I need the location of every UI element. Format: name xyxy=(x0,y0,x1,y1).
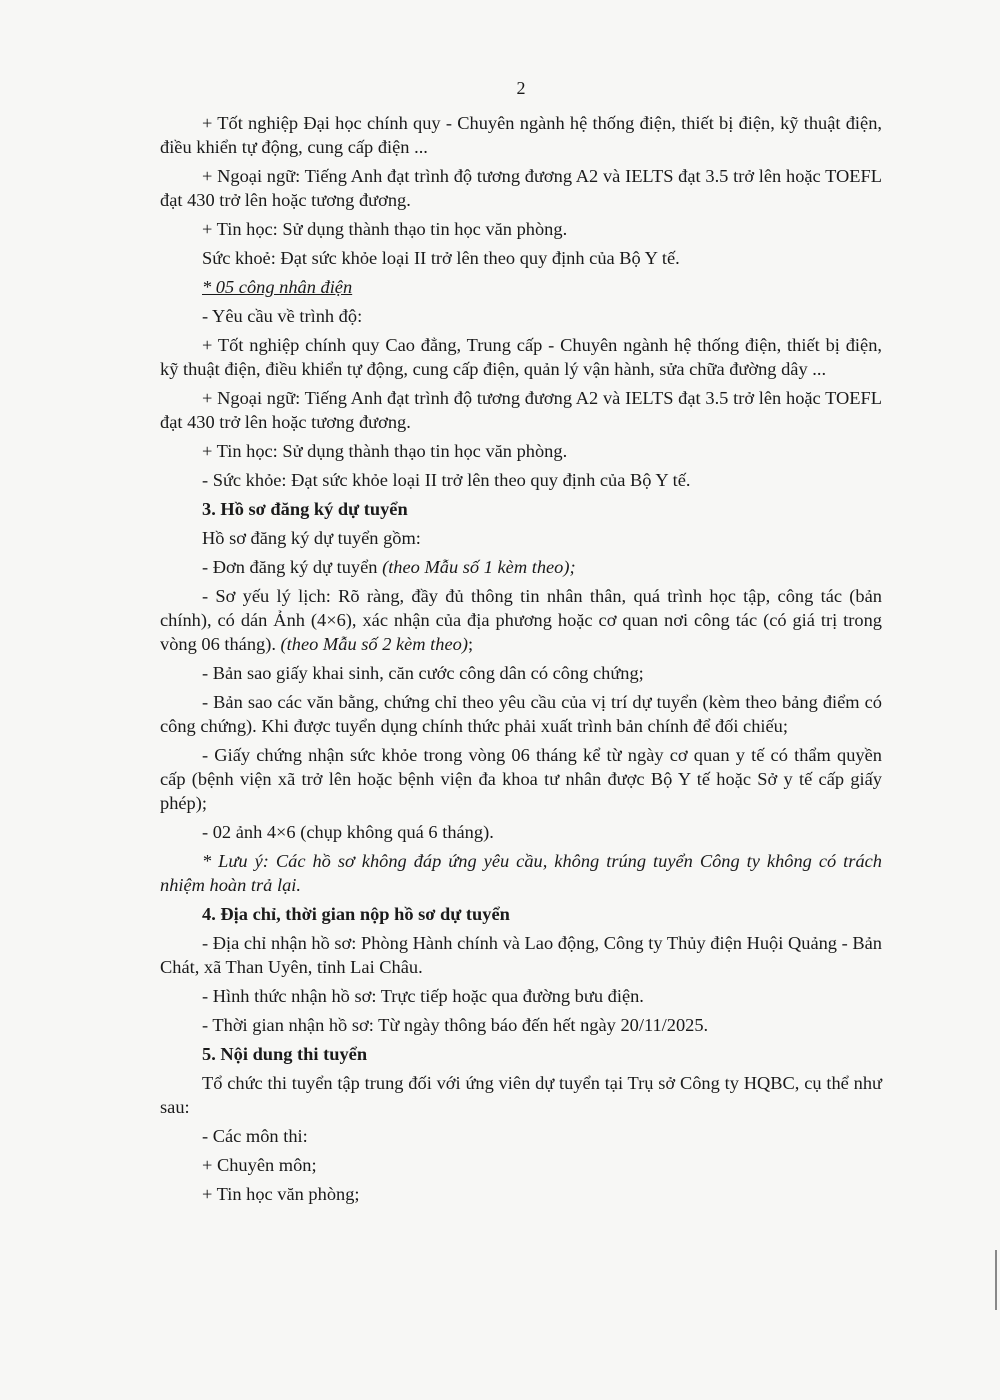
section-heading-3: 3. Hồ sơ đăng ký dự tuyển xyxy=(202,499,408,519)
paragraph-address: - Địa chỉ nhận hồ sơ: Phòng Hành chính và Lao động, Công ty Thủy điện Huội Quảng - Bản Chát, xã Than Uyên, tỉnh Lai Châu. xyxy=(160,933,882,977)
paragraph-subject-it: + Tin học văn phòng; xyxy=(202,1184,360,1204)
section-heading-5: 5. Nội dung thi tuyển xyxy=(202,1044,368,1064)
page-number: 2 xyxy=(516,78,526,98)
paragraph-qualification-requirement: - Yêu cầu về trình độ: xyxy=(202,306,363,326)
paragraph-foreign-language-1: + Ngoại ngữ: Tiếng Anh đạt trình độ tương đương A2 và IELTS đạt 3.5 trở lên hoặc TOEFL đạt 430 trở lên hoặc tương đương. xyxy=(160,166,882,210)
paragraph-dossier-intro: Hồ sơ đăng ký dự tuyển gồm: xyxy=(202,528,421,548)
paragraph-exam-organization: Tổ chức thi tuyển tập trung đối với ứng viên dự tuyển tại Trụ sở Công ty HQBC, cụ thể như sau: xyxy=(160,1073,882,1117)
paragraph-submission-time: - Thời gian nhận hồ sơ: Từ ngày thông báo đến hết ngày 20/11/2025. xyxy=(202,1015,709,1035)
paragraph-birth-certificate: - Bản sao giấy khai sinh, căn cước công dân có công chứng; xyxy=(202,663,644,683)
paragraph-photos: - 02 ảnh 4×6 (chụp không quá 6 tháng). xyxy=(202,822,494,842)
paragraph-exam-subjects: - Các môn thi: xyxy=(202,1126,308,1146)
worker-position-label: * 05 công nhân điện xyxy=(202,277,353,297)
paragraph-submission-method: - Hình thức nhận hồ sơ: Trực tiếp hoặc qua đường bưu điện. xyxy=(202,986,644,1006)
cv-end: ; xyxy=(467,634,474,654)
scan-edge-mark xyxy=(995,1250,997,1310)
paragraph-health-1: Sức khoẻ: Đạt sức khỏe loại II trở lên theo quy định của Bộ Y tế. xyxy=(202,248,680,268)
paragraph-note: * Lưu ý: Các hồ sơ không đáp ứng yêu cầu, không trúng tuyển Công ty không có trách nhiệm hoàn trả lại. xyxy=(160,851,882,895)
application-form-note: (theo Mẫu số 1 kèm theo); xyxy=(382,557,576,577)
application-form-text: - Đơn đăng ký dự tuyển xyxy=(202,557,383,577)
cv-text: - Sơ yếu lý lịch: Rõ ràng, đầy đủ thông tin nhân thân, quá trình học tập, công tác (bản chính), có dán Ảnh (4×6), xác nhận của địa phương hoặc cơ quan nơi công tác (có giá trị trong vòng 06 tháng). xyxy=(160,586,882,654)
paragraph-degree-university: + Tốt nghiệp Đại học chính quy - Chuyên ngành hệ thống điện, thiết bị điện, kỹ thuật điện, điều khiển tự động, cung cấp điện ... xyxy=(160,113,882,157)
paragraph-degree-college: + Tốt nghiệp chính quy Cao đẳng, Trung cấp - Chuyên ngành hệ thống điện, thiết bị điện, kỹ thuật điện, điều khiển tự động, cung cấp điện, quản lý vận hành, sửa chữa đường dây ... xyxy=(160,335,882,379)
paragraph-worker-position xyxy=(160,275,882,299)
paragraph-diplomas: - Bản sao các văn bằng, chứng chỉ theo yêu cầu của vị trí dự tuyển (kèm theo bảng điểm có công chứng). Khi được tuyển dụng chính thức phải xuất trình bản chính để đối chiếu; xyxy=(160,692,882,736)
paragraph-it-skill-1: + Tin học: Sử dụng thành thạo tin học văn phòng. xyxy=(202,219,568,239)
paragraph-subject-specialty: + Chuyên môn; xyxy=(202,1155,317,1175)
cv-note: (theo Mẫu số 2 kèm theo) xyxy=(280,634,468,654)
paragraph-health-certificate: - Giấy chứng nhận sức khỏe trong vòng 06 tháng kể từ ngày cơ quan y tế có thẩm quyền cấp (bệnh viện xã trở lên hoặc bệnh viện đa khoa tư nhân được Bộ Y tế hoặc Sở y tế cấp giấy phép); xyxy=(160,745,882,813)
paragraph-cv xyxy=(160,584,882,656)
paragraph-application-form xyxy=(160,555,882,579)
paragraph-it-skill-2: + Tin học: Sử dụng thành thạo tin học văn phòng. xyxy=(202,441,568,461)
paragraph-foreign-language-2: + Ngoại ngữ: Tiếng Anh đạt trình độ tương đương A2 và IELTS đạt 3.5 trở lên hoặc TOEFL đạt 430 trở lên hoặc tương đương. xyxy=(160,388,882,432)
paragraph-health-2: - Sức khỏe: Đạt sức khỏe loại II trở lên theo quy định của Bộ Y tế. xyxy=(202,470,691,490)
section-heading-4: 4. Địa chỉ, thời gian nộp hồ sơ dự tuyển xyxy=(202,904,510,924)
